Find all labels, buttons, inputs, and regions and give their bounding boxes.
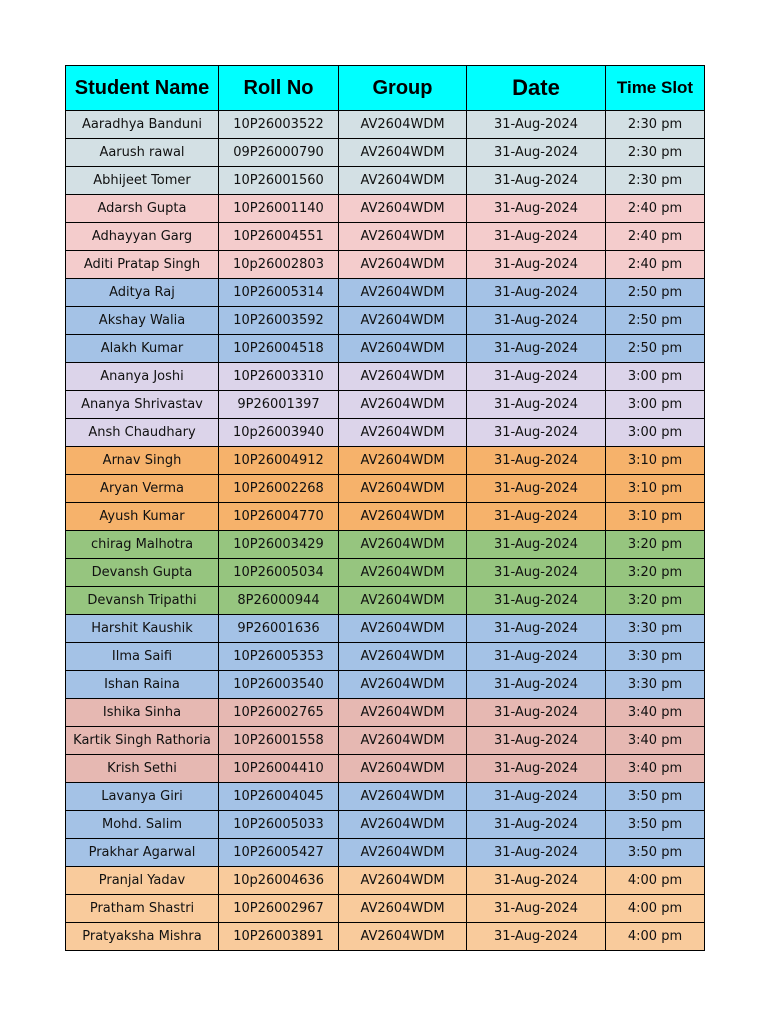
- group-cell: AV2604WDM: [339, 559, 467, 587]
- student-name-cell: Aarush rawal: [66, 139, 219, 167]
- roll-no-cell: 10P26004518: [219, 335, 339, 363]
- student-name-cell: Lavanya Giri: [66, 783, 219, 811]
- date-cell: 31-Aug-2024: [467, 251, 606, 279]
- roll-no-cell: 10P26002268: [219, 475, 339, 503]
- header-group: Group: [339, 66, 467, 111]
- student-name-cell: Krish Sethi: [66, 755, 219, 783]
- group-cell: AV2604WDM: [339, 335, 467, 363]
- time-slot-cell: 2:40 pm: [606, 251, 705, 279]
- date-cell: 31-Aug-2024: [467, 195, 606, 223]
- table-row: [66, 139, 705, 167]
- student-name-cell: Alakh Kumar: [66, 335, 219, 363]
- roll-no-cell: 10P26005353: [219, 643, 339, 671]
- time-slot-cell: 2:30 pm: [606, 167, 705, 195]
- student-name-cell: Kartik Singh Rathoria: [66, 727, 219, 755]
- student-name-cell: chirag Malhotra: [66, 531, 219, 559]
- group-cell: AV2604WDM: [339, 727, 467, 755]
- student-name-cell: Abhijeet Tomer: [66, 167, 219, 195]
- date-cell: 31-Aug-2024: [467, 839, 606, 867]
- time-slot-cell: 3:40 pm: [606, 727, 705, 755]
- student-name-cell: Ishan Raina: [66, 671, 219, 699]
- group-cell: AV2604WDM: [339, 447, 467, 475]
- time-slot-cell: 3:50 pm: [606, 783, 705, 811]
- student-name-cell: Ishika Sinha: [66, 699, 219, 727]
- date-cell: 31-Aug-2024: [467, 363, 606, 391]
- group-cell: AV2604WDM: [339, 139, 467, 167]
- table-row: [66, 419, 705, 447]
- table-row: [66, 335, 705, 363]
- time-slot-cell: 2:30 pm: [606, 139, 705, 167]
- roll-no-cell: 9P26001397: [219, 391, 339, 419]
- roll-no-cell: 10P26002967: [219, 895, 339, 923]
- group-cell: AV2604WDM: [339, 195, 467, 223]
- time-slot-cell: 3:10 pm: [606, 475, 705, 503]
- time-slot-cell: 2:50 pm: [606, 307, 705, 335]
- roll-no-cell: 10P26003540: [219, 671, 339, 699]
- date-cell: 31-Aug-2024: [467, 447, 606, 475]
- student-name-cell: Pranjal Yadav: [66, 867, 219, 895]
- roll-no-cell: 10p26003940: [219, 419, 339, 447]
- group-cell: AV2604WDM: [339, 755, 467, 783]
- table-row: [66, 671, 705, 699]
- group-cell: AV2604WDM: [339, 531, 467, 559]
- group-cell: AV2604WDM: [339, 503, 467, 531]
- table-row: [66, 195, 705, 223]
- date-cell: 31-Aug-2024: [467, 139, 606, 167]
- roll-no-cell: 10p26002803: [219, 251, 339, 279]
- time-slot-cell: 4:00 pm: [606, 923, 705, 951]
- table-row: [66, 531, 705, 559]
- header-roll-no: Roll No: [219, 66, 339, 111]
- table-row: [66, 895, 705, 923]
- roll-no-cell: 10P26003592: [219, 307, 339, 335]
- date-cell: 31-Aug-2024: [467, 307, 606, 335]
- date-cell: 31-Aug-2024: [467, 699, 606, 727]
- group-cell: AV2604WDM: [339, 111, 467, 139]
- roll-no-cell: 10P26001558: [219, 727, 339, 755]
- header-row: [66, 66, 705, 111]
- student-name-cell: Ansh Chaudhary: [66, 419, 219, 447]
- group-cell: AV2604WDM: [339, 363, 467, 391]
- student-name-cell: Adhayyan Garg: [66, 223, 219, 251]
- table-row: [66, 279, 705, 307]
- roll-no-cell: 9P26001636: [219, 615, 339, 643]
- student-name-cell: Devansh Tripathi: [66, 587, 219, 615]
- student-name-cell: Akshay Walia: [66, 307, 219, 335]
- student-name-cell: Devansh Gupta: [66, 559, 219, 587]
- time-slot-cell: 4:00 pm: [606, 867, 705, 895]
- table-header: [66, 66, 705, 111]
- table-row: [66, 111, 705, 139]
- roll-no-cell: 10p26004636: [219, 867, 339, 895]
- table-row: [66, 755, 705, 783]
- date-cell: 31-Aug-2024: [467, 391, 606, 419]
- student-name-cell: Arnav Singh: [66, 447, 219, 475]
- table-row: [66, 391, 705, 419]
- roll-no-cell: 10P26004770: [219, 503, 339, 531]
- date-cell: 31-Aug-2024: [467, 895, 606, 923]
- time-slot-cell: 2:50 pm: [606, 279, 705, 307]
- time-slot-cell: 4:00 pm: [606, 895, 705, 923]
- date-cell: 31-Aug-2024: [467, 923, 606, 951]
- table-row: [66, 727, 705, 755]
- table-row: [66, 307, 705, 335]
- time-slot-cell: 3:10 pm: [606, 503, 705, 531]
- date-cell: 31-Aug-2024: [467, 111, 606, 139]
- date-cell: 31-Aug-2024: [467, 755, 606, 783]
- roll-no-cell: 10P26004912: [219, 447, 339, 475]
- group-cell: AV2604WDM: [339, 783, 467, 811]
- group-cell: AV2604WDM: [339, 643, 467, 671]
- group-cell: AV2604WDM: [339, 671, 467, 699]
- group-cell: AV2604WDM: [339, 307, 467, 335]
- date-cell: 31-Aug-2024: [467, 531, 606, 559]
- date-cell: 31-Aug-2024: [467, 671, 606, 699]
- student-name-cell: Aryan Verma: [66, 475, 219, 503]
- roll-no-cell: 10P26003429: [219, 531, 339, 559]
- date-cell: 31-Aug-2024: [467, 727, 606, 755]
- time-slot-cell: 3:20 pm: [606, 559, 705, 587]
- time-slot-cell: 2:40 pm: [606, 195, 705, 223]
- group-cell: AV2604WDM: [339, 923, 467, 951]
- date-cell: 31-Aug-2024: [467, 475, 606, 503]
- roll-no-cell: 10P26003310: [219, 363, 339, 391]
- date-cell: 31-Aug-2024: [467, 503, 606, 531]
- group-cell: AV2604WDM: [339, 811, 467, 839]
- group-cell: AV2604WDM: [339, 251, 467, 279]
- time-slot-cell: 3:00 pm: [606, 363, 705, 391]
- date-cell: 31-Aug-2024: [467, 643, 606, 671]
- student-name-cell: Aditi Pratap Singh: [66, 251, 219, 279]
- group-cell: AV2604WDM: [339, 391, 467, 419]
- time-slot-cell: 3:00 pm: [606, 419, 705, 447]
- time-slot-cell: 3:30 pm: [606, 671, 705, 699]
- group-cell: AV2604WDM: [339, 867, 467, 895]
- time-slot-cell: 3:50 pm: [606, 811, 705, 839]
- table-row: [66, 251, 705, 279]
- roll-no-cell: 10P26004410: [219, 755, 339, 783]
- table-row: [66, 475, 705, 503]
- roll-no-cell: 10P26003522: [219, 111, 339, 139]
- table-row: [66, 839, 705, 867]
- date-cell: 31-Aug-2024: [467, 279, 606, 307]
- time-slot-cell: 2:40 pm: [606, 223, 705, 251]
- header-time-slot: Time Slot: [606, 66, 705, 111]
- date-cell: 31-Aug-2024: [467, 419, 606, 447]
- time-slot-cell: 3:40 pm: [606, 699, 705, 727]
- roll-no-cell: 10P26004045: [219, 783, 339, 811]
- student-name-cell: Ananya Joshi: [66, 363, 219, 391]
- table-row: [66, 783, 705, 811]
- roll-no-cell: 8P26000944: [219, 587, 339, 615]
- date-cell: 31-Aug-2024: [467, 615, 606, 643]
- table-row: [66, 447, 705, 475]
- table-row: [66, 503, 705, 531]
- roll-no-cell: 10P26005427: [219, 839, 339, 867]
- student-name-cell: Mohd. Salim: [66, 811, 219, 839]
- student-name-cell: Aditya Raj: [66, 279, 219, 307]
- time-slot-cell: 3:50 pm: [606, 839, 705, 867]
- group-cell: AV2604WDM: [339, 419, 467, 447]
- date-cell: 31-Aug-2024: [467, 335, 606, 363]
- schedule-table: [65, 65, 705, 951]
- group-cell: AV2604WDM: [339, 279, 467, 307]
- student-name-cell: Pratyaksha Mishra: [66, 923, 219, 951]
- group-cell: AV2604WDM: [339, 699, 467, 727]
- date-cell: 31-Aug-2024: [467, 783, 606, 811]
- roll-no-cell: 10P26002765: [219, 699, 339, 727]
- time-slot-cell: 3:20 pm: [606, 531, 705, 559]
- roll-no-cell: 09P26000790: [219, 139, 339, 167]
- time-slot-cell: 2:50 pm: [606, 335, 705, 363]
- date-cell: 31-Aug-2024: [467, 587, 606, 615]
- table-row: [66, 559, 705, 587]
- table-row: [66, 223, 705, 251]
- roll-no-cell: 10P26005314: [219, 279, 339, 307]
- time-slot-cell: 3:40 pm: [606, 755, 705, 783]
- student-name-cell: Ayush Kumar: [66, 503, 219, 531]
- table-row: [66, 923, 705, 951]
- time-slot-cell: 2:30 pm: [606, 111, 705, 139]
- time-slot-cell: 3:30 pm: [606, 643, 705, 671]
- date-cell: 31-Aug-2024: [467, 559, 606, 587]
- header-date: Date: [467, 66, 606, 111]
- group-cell: AV2604WDM: [339, 895, 467, 923]
- table-row: [66, 867, 705, 895]
- table-row: [66, 643, 705, 671]
- time-slot-cell: 3:30 pm: [606, 615, 705, 643]
- group-cell: AV2604WDM: [339, 839, 467, 867]
- table-row: [66, 811, 705, 839]
- roll-no-cell: 10P26001560: [219, 167, 339, 195]
- table-row: [66, 587, 705, 615]
- date-cell: 31-Aug-2024: [467, 867, 606, 895]
- roll-no-cell: 10P26001140: [219, 195, 339, 223]
- group-cell: AV2604WDM: [339, 587, 467, 615]
- date-cell: 31-Aug-2024: [467, 223, 606, 251]
- table-body: [66, 111, 705, 951]
- roll-no-cell: 10P26004551: [219, 223, 339, 251]
- time-slot-cell: 3:00 pm: [606, 391, 705, 419]
- time-slot-cell: 3:20 pm: [606, 587, 705, 615]
- student-name-cell: Ananya Shrivastav: [66, 391, 219, 419]
- group-cell: AV2604WDM: [339, 167, 467, 195]
- table-row: [66, 615, 705, 643]
- student-name-cell: Adarsh Gupta: [66, 195, 219, 223]
- student-name-cell: Prakhar Agarwal: [66, 839, 219, 867]
- student-name-cell: Pratham Shastri: [66, 895, 219, 923]
- table-row: [66, 699, 705, 727]
- roll-no-cell: 10P26005033: [219, 811, 339, 839]
- student-name-cell: Ilma Saifi: [66, 643, 219, 671]
- roll-no-cell: 10P26005034: [219, 559, 339, 587]
- student-name-cell: Aaradhya Banduni: [66, 111, 219, 139]
- group-cell: AV2604WDM: [339, 615, 467, 643]
- roll-no-cell: 10P26003891: [219, 923, 339, 951]
- table-row: [66, 167, 705, 195]
- time-slot-cell: 3:10 pm: [606, 447, 705, 475]
- date-cell: 31-Aug-2024: [467, 811, 606, 839]
- group-cell: AV2604WDM: [339, 475, 467, 503]
- group-cell: AV2604WDM: [339, 223, 467, 251]
- date-cell: 31-Aug-2024: [467, 167, 606, 195]
- student-name-cell: Harshit Kaushik: [66, 615, 219, 643]
- header-student-name: Student Name: [66, 66, 219, 111]
- table-row: [66, 363, 705, 391]
